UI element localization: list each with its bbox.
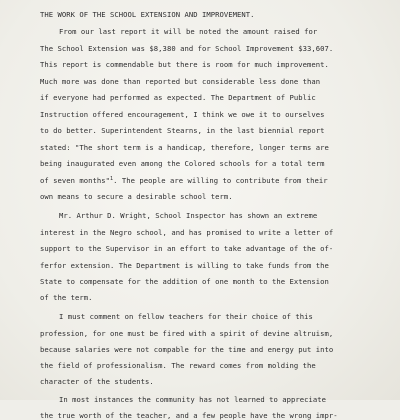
text-line: From our last report it will be noted the amount raised for <box>59 27 318 36</box>
text-line: This report is commendable but there is room for much improvement. <box>40 60 329 69</box>
text-line-with-footnote <box>40 176 328 185</box>
text-line: being inaugurated even among the Colored schools for a total term <box>40 159 325 168</box>
text-line: ferfor extension. The Department is willing to take funds from the <box>40 261 329 270</box>
text-line: to do better. Superintendent Stearns, in the last biennial report <box>40 126 325 135</box>
line-part-after-footnote: . The people are willing to contribute from their <box>113 176 328 185</box>
footnote-marker: 1 <box>110 176 114 182</box>
text-line: State to compensate for the addition of one month to the Extension <box>40 277 329 286</box>
line-part-before-footnote: of seven months" <box>40 176 111 185</box>
text-line: Mr. Arthur D. Wright, School Inspector has shown an extreme <box>59 211 318 220</box>
text-line: because salaries were not compable for the time and energy put into <box>40 345 334 354</box>
text-line: the true worth of the teacher, and a few people have the wrong impr- <box>40 411 338 420</box>
text-line: I must comment on fellow teachers for their choice of this <box>59 312 313 321</box>
text-line: The School Extension was $8,380 and for School Improvement $33,607. <box>40 44 334 53</box>
text-line: of the term. <box>40 293 93 302</box>
text-line: In most instances the community has not learned to appreciate <box>59 395 327 404</box>
text-line: character of the students. <box>40 377 154 386</box>
text-line: own means to secure a desirable school term. <box>40 192 233 201</box>
text-line: stated: "The short term is a handicap, therefore, longer terms are <box>40 143 329 152</box>
text-line: Instruction offered encouragement, I think we owe it to ourselves <box>40 110 325 119</box>
text-line: interest in the Negro school, and has promised to write a letter of <box>40 228 334 237</box>
page-title: THE WORK OF THE SCHOOL EXTENSION AND IMPROVEMENT. <box>40 10 255 19</box>
text-line: support to the Supervisor in an effort to take advantage of the of- <box>40 244 334 253</box>
text-line: profession, for one must be fired with a spirit of devine altruism, <box>40 329 334 338</box>
text-line: the field of professionalism. The reward comes from molding the <box>40 361 316 370</box>
text-line: if everyone had performed as expected. The Department of Public <box>40 93 316 102</box>
text-line: Much more was done than reported but considerable less done than <box>40 77 321 86</box>
